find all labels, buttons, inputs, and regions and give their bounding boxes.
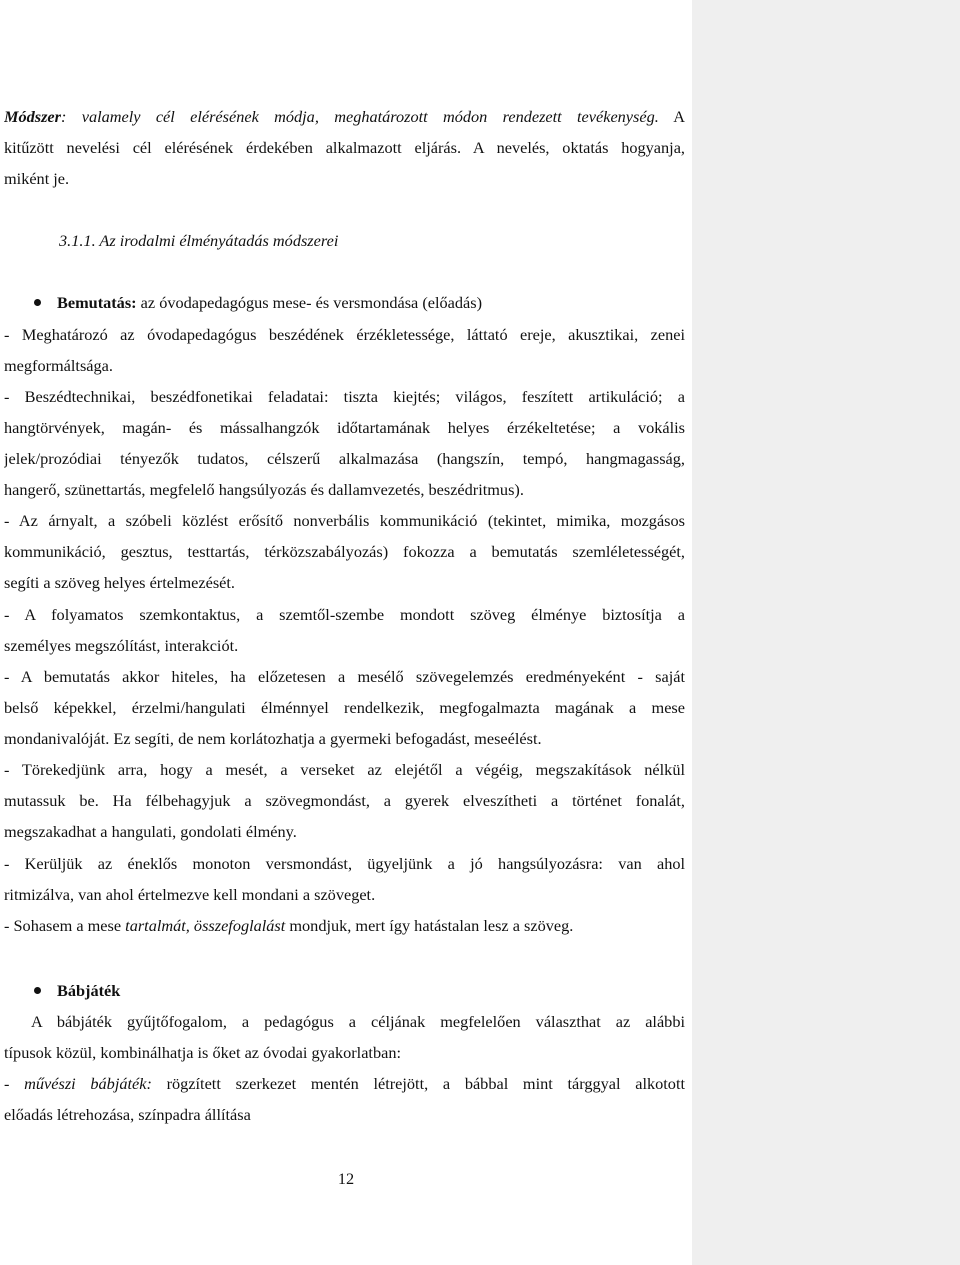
page-side-panel: [692, 0, 960, 1265]
text-line: - Beszédtechnikai, beszédfonetikai feladatai: tiszta kiejtés; világos, feszített artikuláció; a: [4, 387, 685, 406]
text-line: előadás létrehozása, színpadra állítása: [4, 1105, 251, 1124]
text-segment: -: [4, 1074, 25, 1093]
text-line: típusok közül, kombinálhatja is őket az óvodai gyakorlatban:: [4, 1043, 401, 1062]
definition-line-3: miként je.: [4, 169, 70, 188]
bemutatas-label: Bemutatás:: [57, 293, 137, 312]
page-number: 12: [337, 1169, 355, 1188]
text-line: kommunikáció, gesztus, testtartás, térközszabályozás) fokozza a bemutatás szemléletességét,: [4, 542, 685, 561]
text-line: - Meghatározó az óvodapedagógus beszédének érzékletessége, láttató ereje, akusztikai, zenei: [4, 325, 685, 344]
section-heading: [59, 231, 659, 251]
text-segment: mondjuk, mert így hatástalan lesz a szöveg.: [285, 916, 574, 935]
definition-text: : valamely cél elérésének módja, meghatározott módon rendezett tevékenység.: [61, 107, 659, 126]
text-line: személyes megszólítást, interakciót.: [4, 636, 239, 655]
text-line: A bábjáték gyűjtőfogalom, a pedagógus a céljának megfelelően választhat az alábbi: [31, 1012, 685, 1031]
text-line: - Kerüljük az éneklős monoton versmondást, ügyeljünk a jó hangsúlyozásra: van ahol: [4, 854, 685, 873]
text-line: [4, 1074, 685, 1094]
text-line: - Az árnyalt, a szóbeli közlést erősítő nonverbális kommunikáció (tekintet, mimika, mozgásos: [4, 511, 685, 530]
definition-tail: A: [673, 107, 685, 126]
text-line: megszakadhat a hangulati, gondolati élmény.: [4, 822, 297, 841]
text-line: hangerő, szünettartás, megfelelő hangsúlyozás és dallamvezetés, beszédritmus).: [4, 480, 524, 499]
definition-term: Módszer: [4, 107, 61, 126]
definition-line-1: [4, 107, 685, 127]
text-line: belső képekkel, érzelmi/hangulati élménnyel rendelkezik, megfogalmazta magának a mese: [4, 698, 685, 717]
bemutatas-text: az óvodapedagógus mese- és versmondása (előadás): [140, 293, 482, 312]
text-segment: - Sohasem a mese: [4, 916, 126, 935]
text-line: segíti a szöveg helyes értelmezését.: [4, 573, 236, 592]
bullet-icon: [34, 299, 41, 306]
text-line: jelek/prozódiai tényezők tudatos, célszerű alkalmazása (hangszín, tempó, hangmagasság,: [4, 449, 685, 468]
text-line: mutassuk be. Ha félbehagyjuk a szövegmondást, a gyerek elveszítheti a történet fonalát,: [4, 791, 685, 810]
text-line: - Törekedjünk arra, hogy a mesét, a verseket az elejétől a végéig, megszakítások nélkül: [4, 760, 685, 779]
text-segment-italic: tartalmát, összefoglalást: [125, 916, 286, 935]
definition-line-2: kitűzött nevelési cél elérésének érdekében alkalmazott eljárás. A nevelés, oktatás hogyanja,: [4, 138, 685, 157]
text-line: - A folyamatos szemkontaktus, a szemtől-szembe mondott szöveg élménye biztosítja a: [4, 605, 685, 624]
section-number: 3.1.1.: [59, 231, 96, 250]
text-segment-italic: művészi bábjáték:: [24, 1074, 152, 1093]
text-segment: rögzített szerkezet mentén létrejött, a bábbal mint tárggyal alkotott: [151, 1074, 685, 1093]
text-line: mondanivalóját. Ez segíti, de nem korlátozhatja a gyermeki befogadást, meseélést.: [4, 729, 542, 748]
bemutatas-heading: [57, 293, 677, 313]
text-line: hangtörvények, magán- és mássalhangzók időtartamának helyes érzékeltetése; a vokális: [4, 418, 685, 437]
text-line: megformáltsága.: [4, 356, 113, 375]
section-title: Az irodalmi élményátadás módszerei: [99, 231, 339, 250]
text-line: ritmizálva, van ahol értelmezve kell mondani a szöveget.: [4, 885, 376, 904]
text-line: - A bemutatás akkor hiteles, ha előzetesen a mesélő szövegelemzés eredményeként - saját: [4, 667, 685, 686]
babjatek-heading: Bábjáték: [57, 981, 121, 1000]
text-line-last: [4, 916, 685, 936]
bullet-icon: [34, 987, 41, 994]
